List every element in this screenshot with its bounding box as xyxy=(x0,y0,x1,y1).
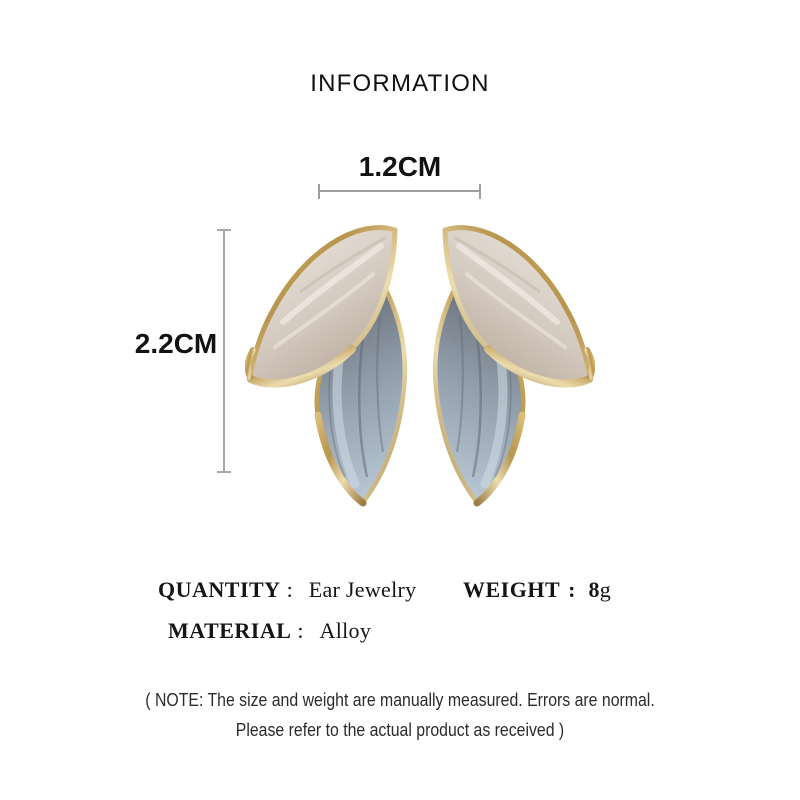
material-label: MATERIAL xyxy=(168,618,292,643)
spec-row-quantity xyxy=(158,577,416,603)
earrings-image xyxy=(245,222,595,512)
page-title: INFORMATION xyxy=(310,70,490,97)
quantity-value: Ear Jewelry xyxy=(308,577,417,602)
weight-label: WEIGHT xyxy=(463,577,561,602)
spec-row-material xyxy=(168,618,371,644)
right-earring xyxy=(435,228,592,503)
height-line-bottom-tick xyxy=(217,471,231,473)
width-line-right-tick xyxy=(479,184,481,199)
height-dimension-label: 2.2CM xyxy=(134,328,218,359)
note xyxy=(48,685,752,745)
weight-value: 8g xyxy=(588,577,612,602)
material-colon: : xyxy=(297,618,304,643)
width-line-left-tick xyxy=(318,184,320,199)
note-line-1: ( NOTE: The size and weight are manually measured. Errors are normal. xyxy=(145,690,655,710)
material-value: Alloy xyxy=(319,618,372,643)
quantity-colon: : xyxy=(286,577,293,602)
left-earring xyxy=(248,228,405,503)
height-line-top-tick xyxy=(217,229,231,231)
note-line-2: Please refer to the actual product as received ) xyxy=(235,720,565,740)
width-dimension-label: 1.2CM xyxy=(358,151,442,182)
weight-colon: : xyxy=(568,577,576,602)
spec-row-weight xyxy=(463,577,611,603)
quantity-label: QUANTITY xyxy=(158,577,281,602)
width-dimension-line xyxy=(318,190,481,192)
